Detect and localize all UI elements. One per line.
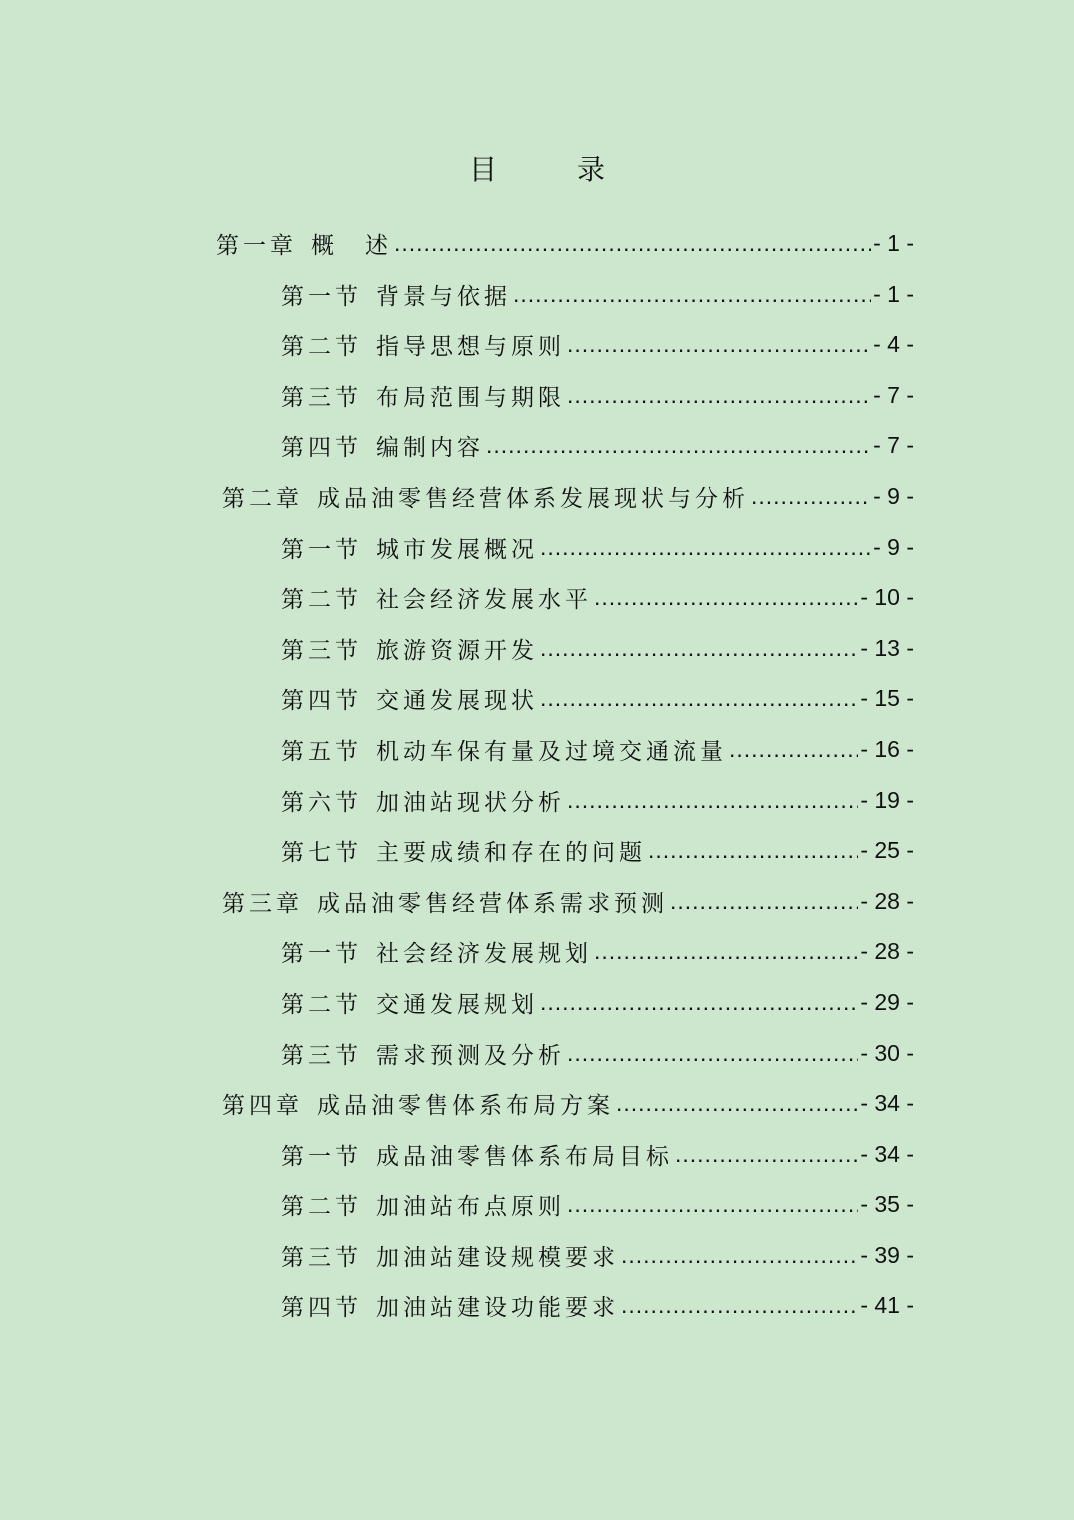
entry-page: - 9 - [873,533,914,560]
entry-page: - 4 - [873,330,914,357]
dot-leader [751,483,871,510]
entry-title: 编制内容 [376,434,484,461]
dot-leader [567,331,871,358]
entry-number: 第三节 [281,637,362,664]
entry-number: 第一节 [281,940,362,967]
entry-number: 第一节 [281,283,362,310]
entry-title: 成品油零售体系布局方案 [317,1092,614,1119]
toc-entry-chapter[interactable] [222,1078,914,1128]
entry-page: - 13 - [860,634,914,661]
toc-entry-chapter[interactable] [222,471,914,521]
entry-number: 第四章 [222,1092,303,1119]
toc-entry-section[interactable] [281,1230,914,1280]
entry-number: 第四节 [281,687,362,714]
toc-entry-section[interactable] [281,370,914,420]
entry-number: 第二节 [281,991,362,1018]
entry-number: 第二节 [281,333,362,360]
dot-leader [616,1090,858,1117]
dot-leader [670,888,858,915]
dot-leader [486,432,871,459]
toc-entry-section[interactable] [281,623,914,673]
toc-entry-section[interactable] [281,673,914,723]
entry-title: 需求预测及分析 [376,1042,565,1069]
entry-title: 社会经济发展水平 [376,586,592,613]
entry-number: 第一节 [281,1143,362,1170]
toc-entry-section[interactable] [281,1129,914,1179]
entry-page: - 34 - [860,1140,914,1167]
entry-page: - 7 - [873,381,914,408]
dot-leader [540,685,858,712]
entry-page: - 29 - [860,988,914,1015]
entry-title: 成品油零售经营体系需求预测 [317,890,668,917]
entry-title: 交通发展规划 [376,991,538,1018]
dot-leader [513,281,871,308]
dot-leader [394,230,871,257]
entry-title: 指导思想与原则 [376,333,565,360]
toc-entry-section[interactable] [281,724,914,774]
entry-number: 第二节 [281,1193,362,1220]
dot-leader [621,1292,858,1319]
entry-page: - 7 - [873,431,914,458]
entry-number: 第三节 [281,1244,362,1271]
toc-entry-section[interactable] [281,1028,914,1078]
toc-entry-section[interactable] [281,1280,914,1330]
toc-entry-section[interactable] [281,775,914,825]
entry-number: 第七节 [281,839,362,866]
dot-leader [675,1141,858,1168]
entry-page: - 28 - [860,887,914,914]
entry-page: - 19 - [860,786,914,813]
entry-page: - 35 - [860,1190,914,1217]
entry-title: 背景与依据 [376,283,511,310]
entry-number: 第三节 [281,1042,362,1069]
dot-leader [621,1242,858,1269]
entry-page: - 1 - [873,280,914,307]
entry-number: 第一节 [281,536,362,563]
entry-title: 加油站建设规模要求 [376,1244,619,1271]
dot-leader [540,534,871,561]
entry-title: 成品油零售经营体系发展现状与分析 [317,485,749,512]
entry-page: - 10 - [860,583,914,610]
dot-leader [729,736,858,763]
entry-title: 概 述 [311,232,392,259]
entry-page: - 1 - [873,229,914,256]
entry-title: 旅游资源开发 [376,637,538,664]
toc-entry-section[interactable] [281,926,914,976]
dot-leader [540,635,858,662]
entry-title: 社会经济发展规划 [376,940,592,967]
dot-leader [594,938,858,965]
entry-title: 主要成绩和存在的问题 [376,839,646,866]
toc-entry-section[interactable] [281,319,914,369]
entry-page: - 41 - [860,1291,914,1318]
entry-title: 成品油零售体系布局目标 [376,1143,673,1170]
entry-page: - 39 - [860,1241,914,1268]
toc-entry-section[interactable] [281,977,914,1027]
toc-entry-section[interactable] [281,522,914,572]
entry-title: 机动车保有量及过境交通流量 [376,738,727,765]
entry-number: 第二节 [281,586,362,613]
entry-title: 交通发展现状 [376,687,538,714]
entry-page: - 15 - [860,684,914,711]
entry-number: 第五节 [281,738,362,765]
entry-title: 加油站布点原则 [376,1193,565,1220]
entry-number: 第一章 [216,232,297,259]
entry-title: 加油站建设功能要求 [376,1294,619,1321]
entry-page: - 34 - [860,1089,914,1116]
toc-entry-section[interactable] [281,825,914,875]
entry-page: - 9 - [873,482,914,509]
toc-entry-chapter[interactable] [222,876,914,926]
entry-title: 加油站现状分析 [376,789,565,816]
entry-number: 第三章 [222,890,303,917]
entry-title: 城市发展概况 [376,536,538,563]
dot-leader [567,382,871,409]
entry-number: 第二章 [222,485,303,512]
entry-title: 布局范围与期限 [376,384,565,411]
entry-page: - 30 - [860,1039,914,1066]
dot-leader [567,1040,858,1067]
entry-number: 第四节 [281,1294,362,1321]
entry-number: 第三节 [281,384,362,411]
toc-heading: 目 录 [468,153,631,186]
dot-leader [648,837,858,864]
toc-entry-section[interactable] [281,572,914,622]
toc-entry-section[interactable] [281,1179,914,1229]
entry-number: 第四节 [281,434,362,461]
entry-number: 第六节 [281,789,362,816]
toc-entry-section[interactable] [281,420,914,470]
dot-leader [567,1191,858,1218]
entry-page: - 25 - [860,836,914,863]
dot-leader [540,989,858,1016]
toc-entry-chapter[interactable] [216,218,914,268]
dot-leader [594,584,858,611]
toc-entry-section[interactable] [281,269,914,319]
entry-page: - 28 - [860,937,914,964]
entry-page: - 16 - [860,735,914,762]
dot-leader [567,787,858,814]
